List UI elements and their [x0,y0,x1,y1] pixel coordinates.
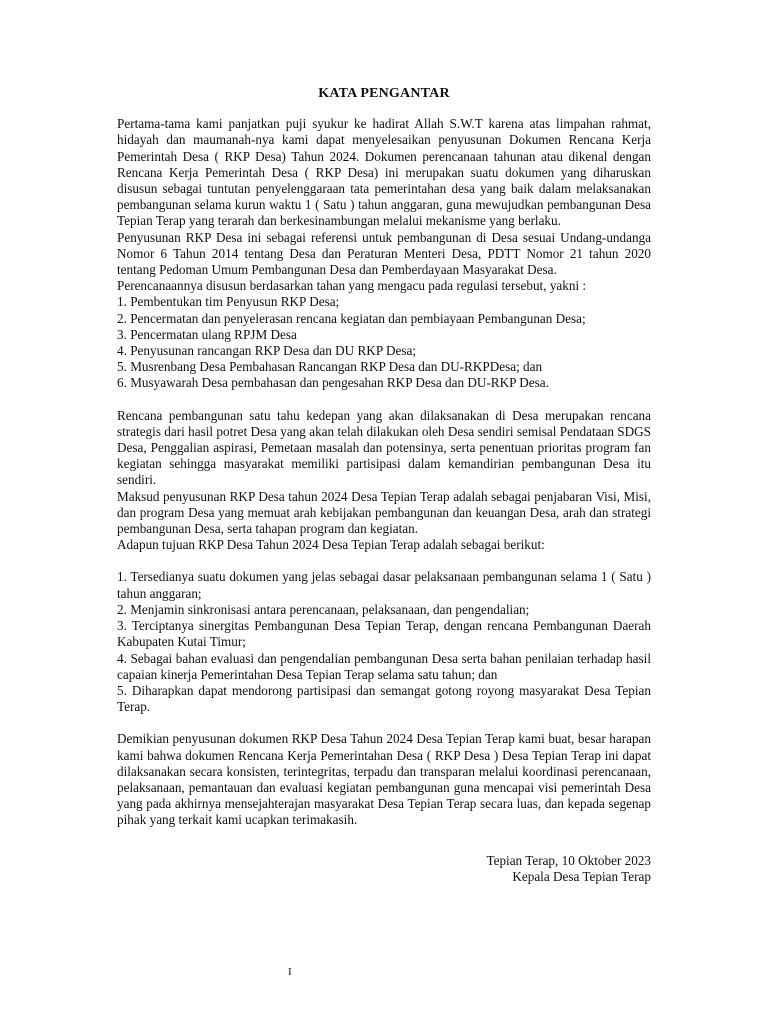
spacer [117,553,651,569]
signature-position: Kepala Desa Tepian Terap [512,868,651,884]
paragraph-plan: Rencana pembangunan satu tahu kedepan yang akan dilaksanakan di Desa merupakan rencana strategis dari hasil potret Desa yang akan telah dilakukan oleh Desa sendiri semisal Pendataan SDGS Desa, Penggalian aspirasi, Pemetaan masalah dan potensinya, serta penentuan prioritas program fan kegiatan sehingga masyarakat memiliki partisipasi dalam kemandirian pembangunan Desa itu sendiri. [117,407,651,488]
list-item: 5. Musrenbang Desa Pembahasan Rancangan RKP Desa dan DU-RKPDesa; dan [117,359,543,375]
signature-place-date: Tepian Terap, 10 Oktober 2023 [486,852,651,868]
paragraph-goals-intro: Adapun tujuan RKP Desa Tahun 2024 Desa Tepian Terap adalah sebagai berikut: [117,537,545,553]
list-item: 3. Terciptanya sinergitas Pembangunan Desa Tepian Terap, dengan rencana Pembangunan Daerah Kabupaten Kutai Timur; [117,618,651,650]
list-item: 2. Pencermatan dan penyelerasan rencana kegiatan dan pembiayaan Pembangunan Desa; [117,310,586,326]
list-item: 4. Penyusunan rancangan RKP Desa dan DU RKP Desa; [117,343,416,359]
list-item: 2. Menjamin sinkronisasi antara perencanaan, pelaksanaan, dan pengendalian; [117,601,530,617]
list-item: 5. Diharapkan dapat mendorong partisipasi dan semangat gotong royong masyarakat Desa Tepian Terap. [117,682,651,715]
spacer [117,715,651,731]
list-item: 1. Pembentukan tim Penyusun RKP Desa; [117,294,340,310]
paragraph-purpose: Maksud penyusunan RKP Desa tahun 2024 Desa Tepian Terap adalah sebagai penjabaran Visi, Misi, dan program Desa yang memuat arah kebijakan pembangunan dan keuangan Desa, arah dan strategi pembangunan Desa, serta tahapan program dan kegiatan. [117,488,651,537]
document-page [117,86,651,885]
goals-list [117,569,651,715]
page-number: I [288,966,292,978]
spacer [117,392,651,408]
paragraph-closing: Demikian penyusunan dokumen RKP Desa Tahun 2024 Desa Tepian Terap kami buat, besar harapan kami bahwa dokumen Rencana Kerja Pemerintahan Desa ( RKP Desa ) Desa Tepian Terap ini dapat dilaksanakan secara konsisten, terintegritas, terpadu dan transparan melalui koordinasi perencanaan, pelaksanaan, pemantauan dan evaluasi kegiatan pembangunan guna mencapai visi pemerintah Desa yang pada akhirnya mensejahterajan masyarakat Desa Tepian Terap secara luas, dan kepada segenap pihak yang terkait kami ucapkan terimakasih. [117,731,651,828]
list-item: 3. Pencermatan ulang RPJM Desa [117,326,297,342]
list-item: 4. Sebagai bahan evaluasi dan pengendalian pembangunan Desa serta bahan penilaian terhadap hasil capaian kinerja Pemerintahan Desa Tepian Terap selama satu tahun; dan [117,650,651,682]
document-title: KATA PENGANTAR [318,86,450,101]
stages-list [117,294,651,391]
signature-block [117,853,651,885]
paragraph-opening: Pertama-tama kami panjatkan puji syukur ke hadirat Allah S.W.T karena atas limpahan rahmat, hidayah dan maumanah-nya kami dapat menyelesaikan penyusunan Dokumen Rencana Kerja Pemerintah Desa ( RKP Desa) Tahun 2024. Dokumen perencanaan tahunan atau dikenal dengan Rencana Kerja Pemerintah Desa ( RKP Desa) ini merupakan suatu dokumen yang diharuskan disusun sebagai tuntutan penyelenggaraan tata pemerintahan desa yang baik dalam melaksanakan pembangunan selama kurun waktu 1 ( Satu ) tahun anggaran, guna mewujudkan pembangunan Desa Tepian Terap yang terarah dan berkesinambungan melalui mekanisme yang berlaku. [117,116,651,229]
paragraph-reference: Penyusunan RKP Desa ini sebagai referensi untuk pembangunan di Desa sesuai Undang-undanga Nomor 6 Tahun 2014 tentang Desa dan Peraturan Menteri Desa, PDTT Nomor 21 tahun 2020 tentang Pedoman Umum Pembangunan Desa dan Pemberdayaan Masyarakat Desa. [117,229,651,278]
list-item: 1. Tersedianya suatu dokumen yang jelas sebagai dasar pelaksanaan pembangunan selama 1 ( Satu ) tahun anggaran; [117,569,651,601]
list-item: 6. Musyawarah Desa pembahasan dan pengesahan RKP Desa dan DU-RKP Desa. [117,375,549,391]
paragraph-stages-intro: Perencanaannya disusun berdasarkan tahan yang mengacu pada regulasi tersebut, yakni : [117,278,587,294]
